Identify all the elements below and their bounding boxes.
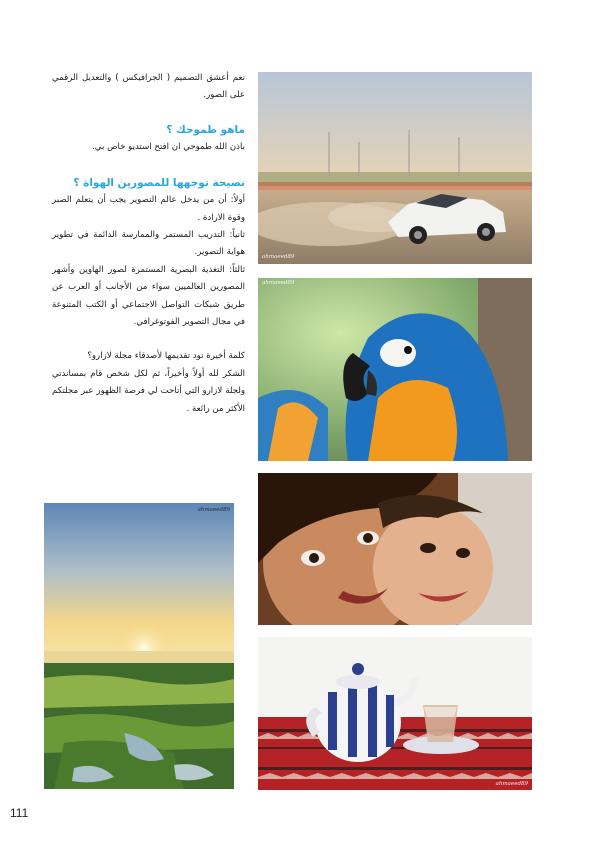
advice-second: ثانياً: التدريب المستمر والممارسة الدائمة في تطوير هواية التصوير.: [52, 230, 245, 258]
question-advice: نصيحة توجهها للمصورين الهواة ؟: [73, 177, 245, 190]
beach-photo-watermark: ahmaeed89: [197, 507, 230, 513]
intro-paragraph: نعم أعشق التصميم ( الجرافيكس ) والتعديل الرقمي على الصور.: [52, 73, 245, 101]
car-photo-watermark: ahmaeed89: [262, 254, 295, 260]
car-drift-photo: [258, 72, 532, 264]
parrot-photo: [258, 278, 532, 461]
question-final: كلمة أخيرة تود تقديمها لأصدقاء مجلة لازارو؟: [87, 351, 245, 362]
tea-set-photo: [258, 637, 532, 790]
article-text: [52, 70, 245, 418]
question-ambition: ماهو طموحك ؟: [166, 123, 245, 136]
beach-sunset-photo: [44, 503, 234, 789]
answer-final: الشكر لله أولاً وأخيراً، ثم لكل شخص قام بمساندتي ولجلة لازارو التي أتاحت لي فرصة الظهور عبر مجلتكم الأكثر من رائعة .: [52, 368, 245, 414]
page-number: 111: [10, 806, 29, 820]
answer-ambition: باذن الله طموحي ان افتح استديو خاص بي.: [92, 141, 245, 152]
parrot-photo-watermark: ahmaeed89: [262, 280, 295, 286]
tea-photo-watermark: ahmaeed89: [495, 781, 528, 787]
children-photo: [258, 473, 532, 625]
advice-first: أولاً: أن من يدخل عالم التصوير يجب أن يتعلم الصبر وقوة الارادة .: [52, 195, 245, 223]
advice-third: ثالثاً: التغذية البصرية المستمرة لصور الهاوين وأشهر المصورين العالميين سواء من الأجانب أو العرب عن طريق شبكات التواصل الاجتماعي أو الكتب المتنوعة في مجال التصوير الفوتوغرافي.: [52, 264, 245, 328]
